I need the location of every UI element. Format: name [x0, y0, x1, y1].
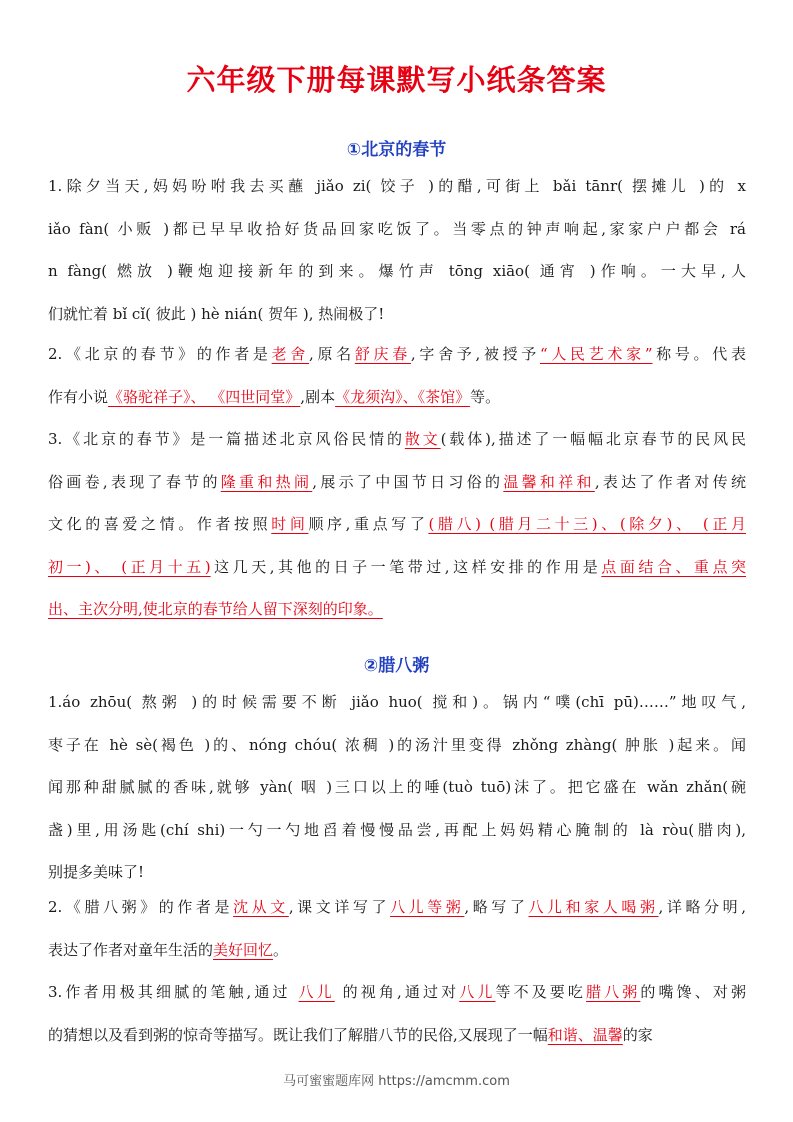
body-text: 1.除夕当天,妈妈吩咐我去买蘸 jiǎo zi( 饺子 )的醋,可街上 bǎi tānr( 摆摊儿 )的 x	[48, 177, 746, 195]
body-text: 2.《北京的春节》的作者是	[48, 345, 272, 363]
body-text: 的嘴馋、对粥	[640, 983, 746, 1001]
paragraph-1-3	[48, 418, 746, 631]
answer-text: 初一)、 (正月十五)	[48, 557, 211, 576]
text-line	[48, 724, 746, 767]
section-heading-beijing-spring-festival: ①北京的春节	[346, 140, 447, 160]
text-line	[48, 588, 746, 631]
body-text: ,略写了	[464, 898, 529, 916]
answer-text: 出、主次分明,使北京的春节给人留下深刻的印象。	[48, 600, 383, 618]
text-line	[48, 546, 746, 589]
text-line	[48, 886, 746, 929]
body-text: ,原名	[309, 345, 355, 363]
text-line	[48, 766, 746, 809]
body-text: 别提多美味了!	[48, 863, 145, 881]
body-text: ,详略分明,	[658, 898, 746, 916]
body-text: 顺序,重点写了	[308, 515, 429, 533]
section-heading-laba-porridge: ②腊八粥	[363, 656, 430, 676]
text-line	[48, 971, 746, 1014]
answer-text: 温馨和祥和	[503, 472, 595, 491]
body-text: 们就忙着 bǐ cǐ( 彼此 ) hè nián( 贺年 ), 热闹极了!	[48, 304, 385, 323]
answer-text: 和谐、温馨	[547, 1025, 623, 1044]
text-line	[48, 293, 746, 336]
paragraph-2-2	[48, 886, 746, 971]
answer-text: 八儿和家人喝粥	[528, 898, 659, 916]
body-text: 表达了作者对童年生活的	[48, 940, 214, 959]
body-text: 称号。代表	[652, 345, 746, 363]
body-text: n fàng( 燃放 )鞭炮迎接新年的到来。爆竹声 tōng xiāo( 通宵 )作响。一大早,人	[48, 262, 746, 280]
body-text: (载体),描述了一幅幅北京春节的民风民	[440, 430, 746, 448]
answer-text: 腊八粥	[586, 983, 641, 1001]
paragraph-2-3	[48, 971, 746, 1056]
answer-text: 美好回忆	[213, 940, 274, 959]
text-line	[48, 681, 746, 724]
body-text: 的视角,通过对	[334, 983, 460, 1001]
body-text: 的家	[622, 1025, 653, 1044]
body-text: 闻那种甜腻腻的香味,就够 yàn( 咽 )三口以上的唾(tuò tuō)沫了。把它盛在 wǎn zhǎn(碗	[48, 778, 746, 796]
paragraph-2-1	[48, 681, 746, 894]
body-text: ,表达了作者对传统	[594, 472, 746, 491]
answer-text: 隆重和热闹	[220, 472, 313, 491]
answer-text: 《骆驼祥子》、 《四世同堂》	[108, 387, 301, 406]
text-line	[48, 503, 746, 546]
text-line	[48, 376, 746, 419]
body-text: ,课文详写了	[288, 898, 391, 916]
text-line	[48, 809, 746, 852]
text-line	[48, 333, 746, 376]
paragraph-1-1	[48, 165, 746, 335]
body-text: 的猜想以及看到粥的惊奇等描写。既让我们了解腊八节的民俗,又展现了一幅	[48, 1025, 548, 1044]
answer-text: 八儿	[459, 983, 496, 1001]
footer-website[interactable]: 马可蜜蜜题库网 https://amcmm.com	[283, 1074, 510, 1089]
body-text: 3.作者用极其细腻的笔触,通过	[48, 983, 299, 1001]
answer-text: 舒庆春	[354, 345, 411, 363]
body-text: 1.áo zhōu( 熬粥 )的时候需要不断 jiǎo huo( 搅和)。锅内“噗(chī pū)……”地叹气,	[48, 693, 746, 711]
answer-text: 沈从文	[233, 898, 289, 916]
answer-text: 八儿	[298, 983, 335, 1001]
body-text: ,剧本	[300, 387, 336, 406]
text-line	[48, 165, 746, 208]
body-text: ,展示了中国节日习俗的	[312, 472, 504, 491]
text-line	[48, 418, 746, 461]
body-text: 这几天,其他的日子一笔带过,这样安排的作用是	[210, 557, 602, 576]
answer-text: 老舍	[271, 345, 309, 363]
answer-text: “人民艺术家”	[540, 345, 653, 363]
body-text: 盏)里,用汤匙(chí shi)一勺一勺地舀着慢慢品尝,再配上妈妈精心腌制的 là ròu(腊肉),	[48, 820, 746, 839]
answer-text: 《龙须沟》、《茶馆》	[335, 387, 471, 406]
body-text: iǎo fàn( 小贩 )都已早早收拾好货品回家吃饭了。当零点的钟声响起,家家户户都会 rá	[48, 219, 746, 238]
paragraph-1-2	[48, 333, 746, 418]
body-text: 等。	[470, 387, 501, 406]
answer-text: (腊八) (腊月二十三)、(除夕)、 (正月	[428, 515, 746, 533]
text-line	[48, 1014, 746, 1057]
text-line	[48, 208, 746, 251]
answer-text: 八儿等粥	[390, 898, 465, 916]
body-text: 俗画卷,表现了春节的	[48, 472, 221, 491]
text-line	[48, 929, 746, 972]
text-line	[48, 461, 746, 504]
body-text: 作有小说	[48, 387, 109, 406]
answer-text: 时间	[271, 515, 309, 533]
body-text: 枣子在 hè sè(褐色 )的、nóng chóu( 浓稠 )的汤汁里变得 zhǒng zhàng( 肿胀 )起来。闻	[48, 735, 746, 754]
body-text: 。	[273, 940, 289, 959]
answer-text: 点面结合、重点突	[601, 557, 746, 576]
document-title: 六年级下册每课默写小纸条答案	[186, 63, 607, 97]
body-text: 文化的喜爱之情。作者按照	[48, 515, 272, 533]
body-text: 3.《北京的春节》是一篇描述北京风俗民情的	[48, 430, 405, 448]
body-text: 2.《腊八粥》的作者是	[48, 898, 234, 916]
body-text: ,字舍予,被授予	[410, 345, 540, 363]
body-text: 等不及要吃	[495, 983, 587, 1001]
text-line	[48, 250, 746, 293]
answer-text: 散文	[404, 430, 441, 448]
